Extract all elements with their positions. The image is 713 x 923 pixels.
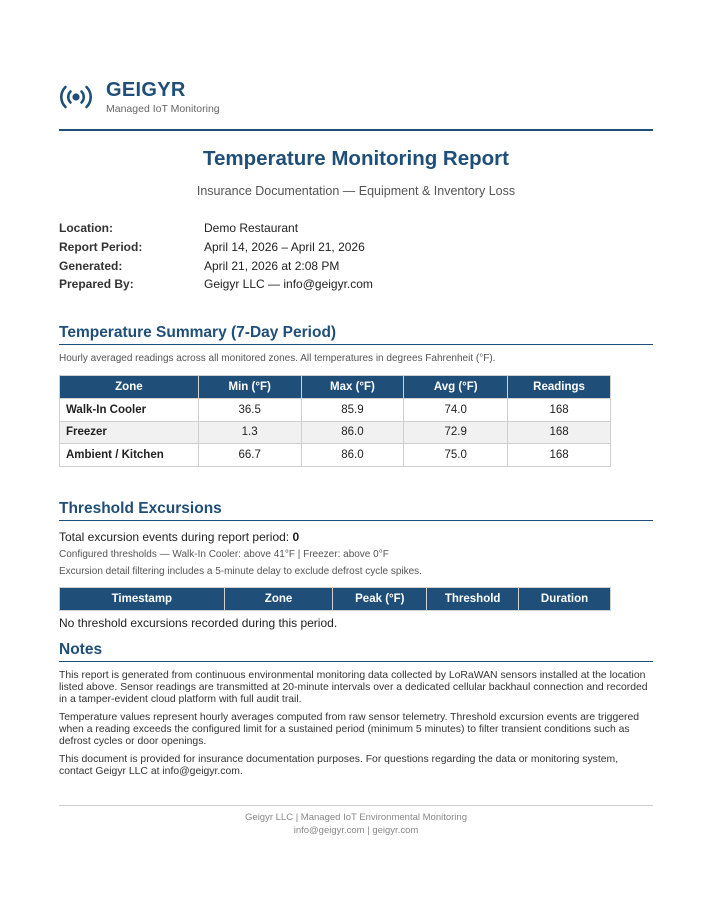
readings-cell: 168: [508, 399, 611, 422]
zone-cell: Freezer: [60, 421, 199, 444]
notes-paragraph: Temperature values represent hourly averages computed from raw sensor telemetry. Threshold excursion events are triggered when a reading exceeds the configured limit for a sustained period (minimum 5 minutes) to filter transient conditions such as defrost cycles or door openings.: [59, 712, 640, 747]
excursion-total: [59, 530, 299, 544]
report-subtitle: Insurance Documentation — Equipment & Inventory Loss: [196, 184, 516, 198]
min-cell: 66.7: [198, 444, 301, 467]
excursion-total-value: 0: [292, 530, 300, 544]
brand-tagline: Managed IoT Monitoring: [106, 103, 220, 115]
column-header: Duration: [519, 588, 611, 611]
footer-line: Geigyr LLC | Managed IoT Environmental Monitoring: [245, 812, 467, 823]
thresholds-note: Configured thresholds — Walk-In Cooler: above 41°F | Freezer: above 0°F: [59, 549, 389, 560]
readings-cell: 168: [508, 444, 611, 467]
excursion-total-label: Total excursion events during report period:: [59, 530, 290, 544]
meta-value: April 14, 2026 – April 21, 2026: [204, 240, 365, 255]
footer-divider: [59, 805, 653, 806]
avg-cell: 72.9: [404, 421, 508, 444]
meta-value: Demo Restaurant: [204, 221, 299, 236]
excursions-heading: Threshold Excursions: [59, 500, 653, 521]
meta-value: Geigyr LLC — info@geigyr.com: [204, 277, 373, 292]
max-cell: 86.0: [301, 421, 404, 444]
meta-value: April 21, 2026 at 2:08 PM: [204, 258, 340, 273]
zone-cell: Ambient / Kitchen: [60, 444, 199, 467]
max-cell: 85.9: [301, 399, 404, 422]
report-meta: [59, 219, 373, 294]
table-row: [60, 444, 611, 467]
table-row: [60, 421, 611, 444]
column-header: Peak (°F): [333, 588, 427, 611]
avg-cell: 74.0: [404, 399, 508, 422]
column-header: Min (°F): [198, 376, 301, 399]
column-header: Threshold: [427, 588, 519, 611]
table-row: [60, 399, 611, 422]
meta-label: Location:: [59, 221, 113, 236]
column-header: Zone: [224, 588, 333, 611]
meta-label: Prepared By:: [59, 277, 134, 292]
summary-heading: Temperature Summary (7-Day Period): [59, 324, 653, 345]
meta-row-location: [59, 219, 373, 238]
broadcast-signal-icon: [59, 82, 93, 112]
avg-cell: 75.0: [404, 444, 508, 467]
table-header-row: [60, 588, 611, 611]
excursions-empty-message: No threshold excursions recorded during this period.: [59, 616, 338, 630]
summary-description: Hourly averaged readings across all monitored zones. All temperatures in degrees Fahrenheit (°F).: [59, 353, 496, 364]
column-header: Avg (°F): [404, 376, 508, 399]
column-header: Zone: [60, 376, 199, 399]
readings-cell: 168: [508, 421, 611, 444]
footer: [59, 811, 653, 837]
filter-note: Excursion detail filtering includes a 5-minute delay to exclude defrost cycle spikes.: [59, 566, 422, 577]
footer-line: info@geigyr.com | geigyr.com: [293, 825, 419, 836]
brand-name: GEIGYR: [106, 79, 186, 101]
column-header: Readings: [508, 376, 611, 399]
meta-label: Generated:: [59, 258, 123, 273]
notes-body: [59, 670, 653, 778]
report-title: Temperature Monitoring Report: [203, 147, 509, 170]
min-cell: 36.5: [198, 399, 301, 422]
brand-header: [59, 79, 220, 115]
zone-cell: Walk-In Cooler: [60, 399, 199, 422]
meta-row-period: [59, 238, 373, 257]
meta-row-generated: [59, 256, 373, 275]
meta-row-prepared-by: [59, 275, 373, 294]
header-divider: [59, 129, 653, 131]
summary-table: [59, 375, 611, 467]
column-header: Max (°F): [301, 376, 404, 399]
meta-label: Report Period:: [59, 240, 143, 255]
max-cell: 86.0: [301, 444, 404, 467]
notes-paragraph: This document is provided for insurance documentation purposes. For questions regarding the data or monitoring system, contact Geigyr LLC at info@geigyr.com.: [59, 754, 619, 777]
min-cell: 1.3: [198, 421, 301, 444]
table-header-row: [60, 376, 611, 399]
excursions-table: [59, 587, 611, 611]
notes-paragraph: This report is generated from continuous environmental monitoring data collected by LoRaWAN sensors installed at the location listed above. Sensor readings are transmitted at 20-minute intervals over a dedicated cellular backhaul connection and recorded in a tamper-evident cloud platform with full audit trail.: [59, 670, 648, 705]
column-header: Timestamp: [60, 588, 225, 611]
notes-heading: Notes: [59, 641, 653, 662]
